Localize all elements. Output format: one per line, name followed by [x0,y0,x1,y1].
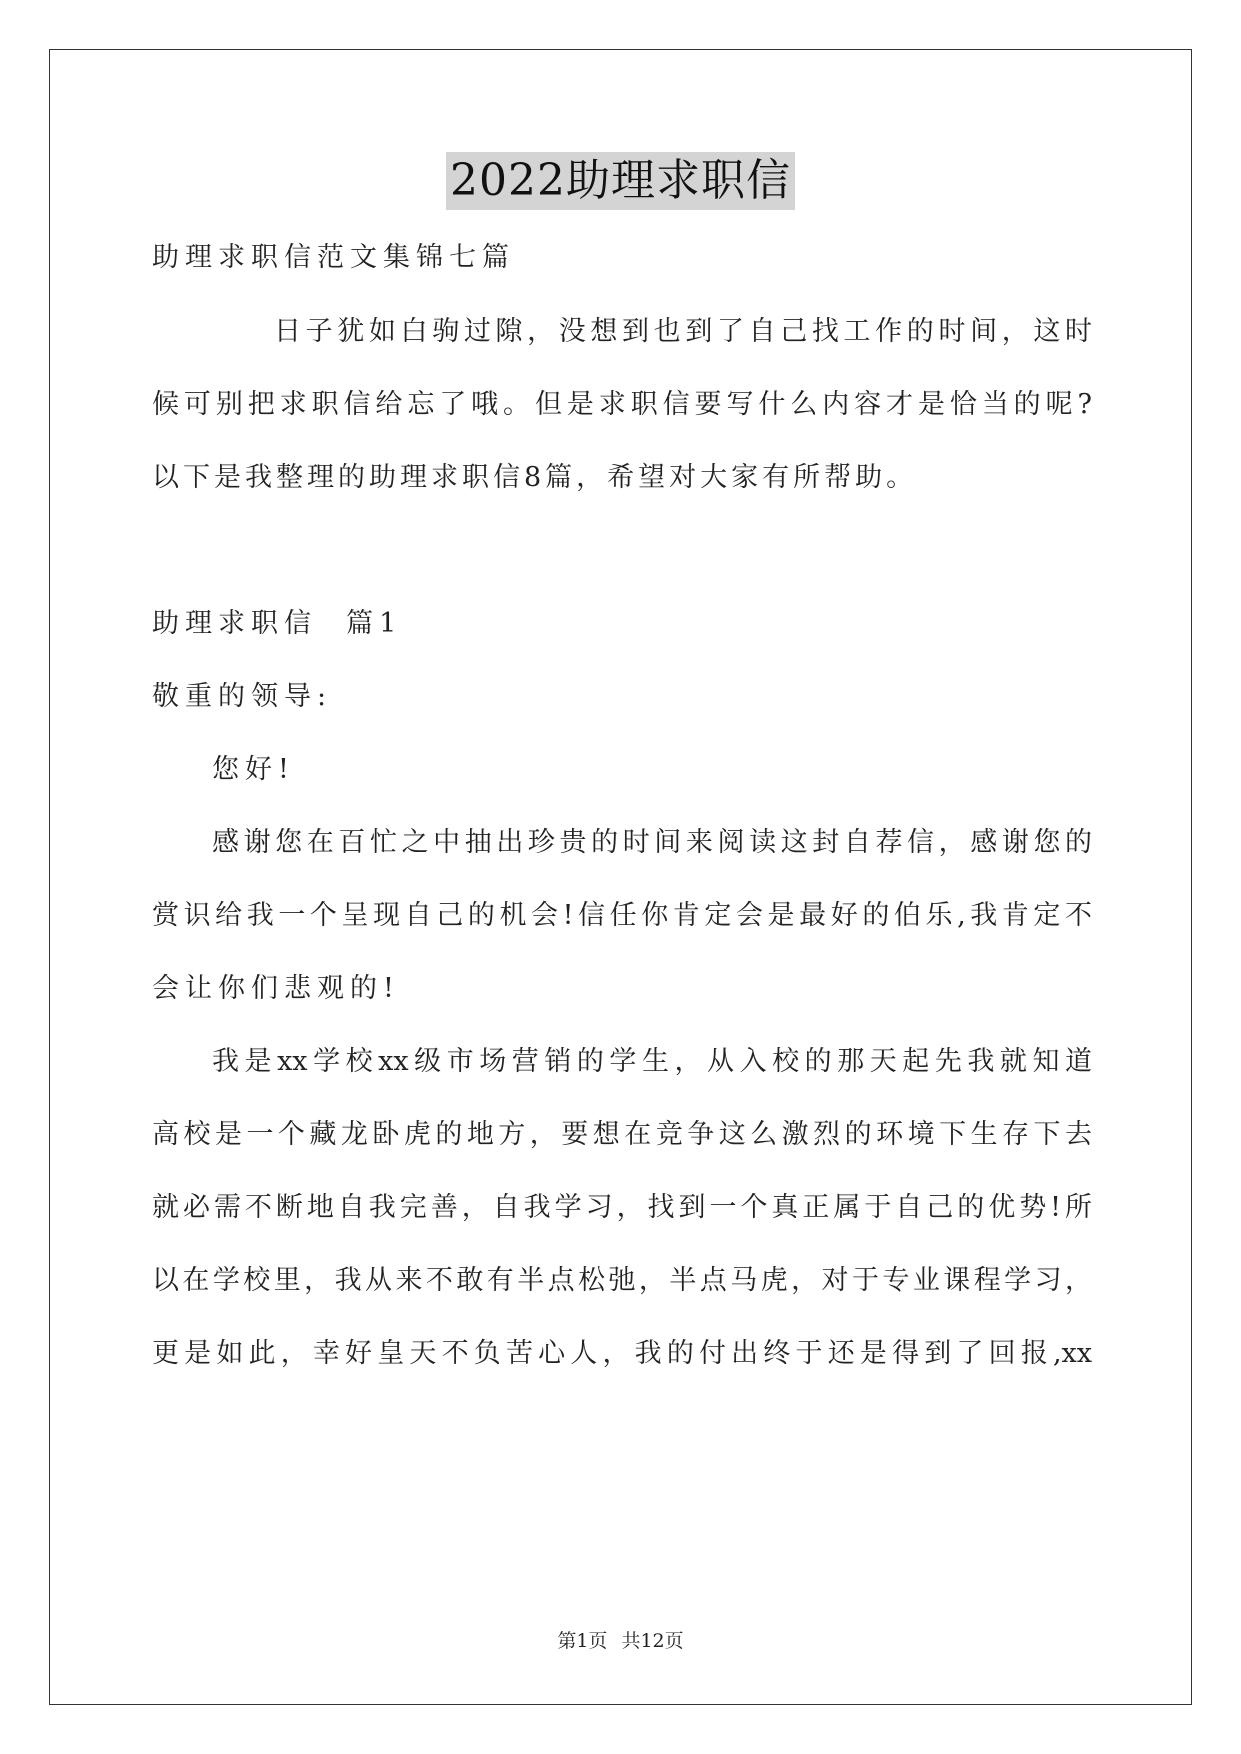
document-title: 2022助理求职信 [446,152,795,210]
title-container [0,152,1241,210]
para1-line-3: 会让你们悲观的! [152,973,400,1004]
para2-line-3: 就必需不断地自我完善，自我学习，找到一个真正属于自己的优势!所 [152,1192,1092,1223]
intro-line-1: 日子犹如白驹过隙，没想到也到了自己找工作的时间，这时 [274,316,1092,347]
para1-line-2: 赏识给我一个呈现自己的机会!信任你肯定会是最好的伯乐,我肯定不 [152,900,1092,931]
page-footer [0,1628,1241,1654]
intro-line-2: 候可别把求职信给忘了哦。但是求职信要写什么内容才是恰当的呢? [152,389,1092,420]
page-number: 第1页 [557,1630,608,1652]
section-heading: 助理求职信 篇1 [152,608,403,639]
para1-line-1: 感谢您在百忙之中抽出珍贵的时间来阅读这封自荐信，感谢您的 [212,827,1092,858]
para2-line-5: 更是如此，幸好皇天不负苦心人，我的付出终于还是得到了回报,xx [152,1338,1092,1369]
intro-line-3: 以下是我整理的助理求职信8篇，希望对大家有所帮助。 [152,462,918,493]
page-border [49,49,1192,1705]
greeting: 您好! [212,754,295,785]
salutation: 敬重的领导: [152,681,333,712]
para2-line-4: 以在学校里，我从来不敢有半点松弛，半点马虎，对于专业课程学习， [152,1265,1092,1296]
para2-line-1: 我是xx学校xx级市场营销的学生，从入校的那天起先我就知道 [212,1046,1092,1077]
document-subtitle: 助理求职信范文集锦七篇 [152,242,515,273]
para2-line-2: 高校是一个藏龙卧虎的地方，要想在竞争这么激烈的环境下生存下去 [152,1119,1092,1150]
page-total: 共12页 [621,1630,684,1652]
